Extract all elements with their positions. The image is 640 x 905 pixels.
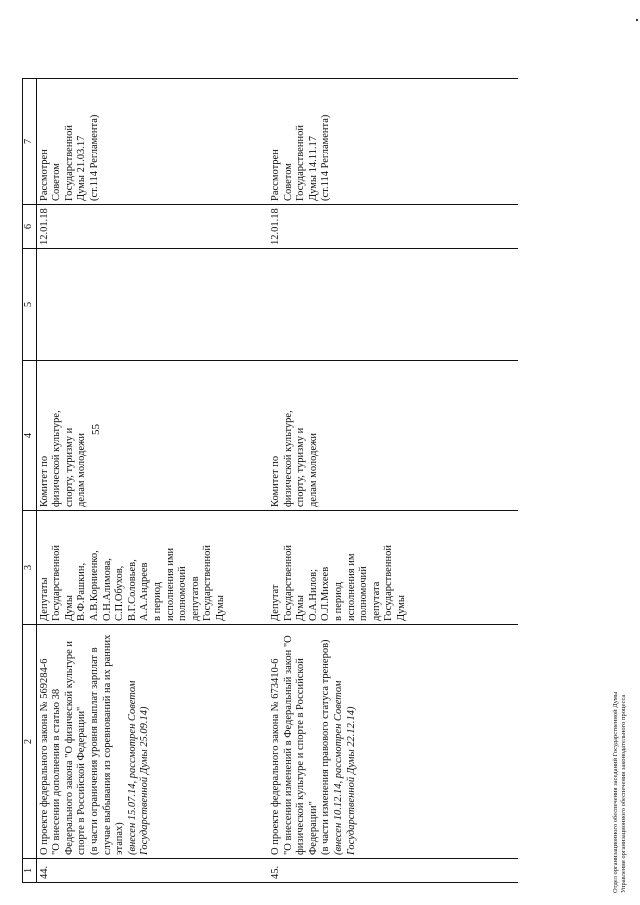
bill-note: (внесен 15.07.14, рассмотрен Советом Государственной Думы 25.09.14) — [126, 680, 151, 855]
column-header-7: 7 — [23, 79, 37, 205]
column-number-row — [23, 79, 37, 883]
scan-dot — [636, 19, 638, 21]
footer-line-2: Управления организационного обеспечения законодательного процесса — [620, 694, 627, 893]
row-number: 44. — [36, 859, 268, 883]
table-row — [36, 79, 268, 883]
column-header-6: 6 — [23, 205, 37, 249]
table-row — [268, 79, 518, 883]
bill-status: Рассмотрен Советом Государственной Думы 14.11.17 (ст.114 Регламента) — [268, 79, 518, 205]
decision-date: 12.01.18 — [36, 205, 268, 249]
column-header-1: 1 — [23, 859, 37, 883]
bill-body: "О внесении изменений в Федеральный закон "О физической культуре и спорте в Российской Федерации" (в части изменения правового статуса тренеров) — [282, 635, 332, 855]
bills-table — [22, 78, 518, 883]
column-header-4: 4 — [23, 361, 37, 511]
bill-note: (внесен 10.12.14, рассмотрен Советом Государственной Думы 22.12.14) — [333, 680, 357, 855]
responsible-committee: Комитет по физической культуре, спорту, туризму и делам молодежи — [36, 361, 268, 511]
bill-initiator: Депутаты Государственной Думы В.Ф.Рашкин, А.В.Корниенко, О.Н.Алимова, С.П.Обухов, В.Г.Соловьев, А.А.Андреев в период исполнения ими полномочий депутатов Государственной Думы — [36, 511, 268, 625]
column-header-5: 5 — [23, 249, 37, 361]
decision-date: 12.01.18 — [268, 205, 518, 249]
bill-body: "О внесении дополнения в статью 38 Федерального закона "О физической культуре и спорте в Российской Федерации" (в части ограничения уровня выплат зарплат в случае выбывания из соревнований на их ранних этапах) — [51, 634, 126, 855]
footer-line-1: Отдел организационного обеспечения заседаний Государственной Думы — [612, 691, 619, 893]
column-header-2: 2 — [23, 625, 37, 859]
page-number: 55 — [90, 424, 102, 435]
responsible-committee: Комитет по физической культуре, спорту, туризму и делам молодежи — [268, 361, 518, 511]
row-number: 45. — [268, 859, 518, 883]
bill-description — [36, 625, 268, 859]
bill-status: Рассмотрен Советом Государственной Думы 21.03.17 (ст.114 Регламента) — [36, 79, 268, 205]
column-5-cell — [268, 249, 518, 361]
bill-initiator: Депутат Государственной Думы О.А.Нилов; О.Л.Михеев в период исполнения им полномочий депутата Государственной Думы — [268, 511, 518, 625]
footer-note — [612, 593, 628, 893]
column-5-cell — [36, 249, 268, 361]
bill-title: О проекте федерального закона № 673410-6 — [270, 658, 282, 855]
column-header-3: 3 — [23, 511, 37, 625]
bill-title: О проекте федерального закона № 569284-6 — [38, 658, 50, 855]
bill-description — [268, 625, 518, 859]
